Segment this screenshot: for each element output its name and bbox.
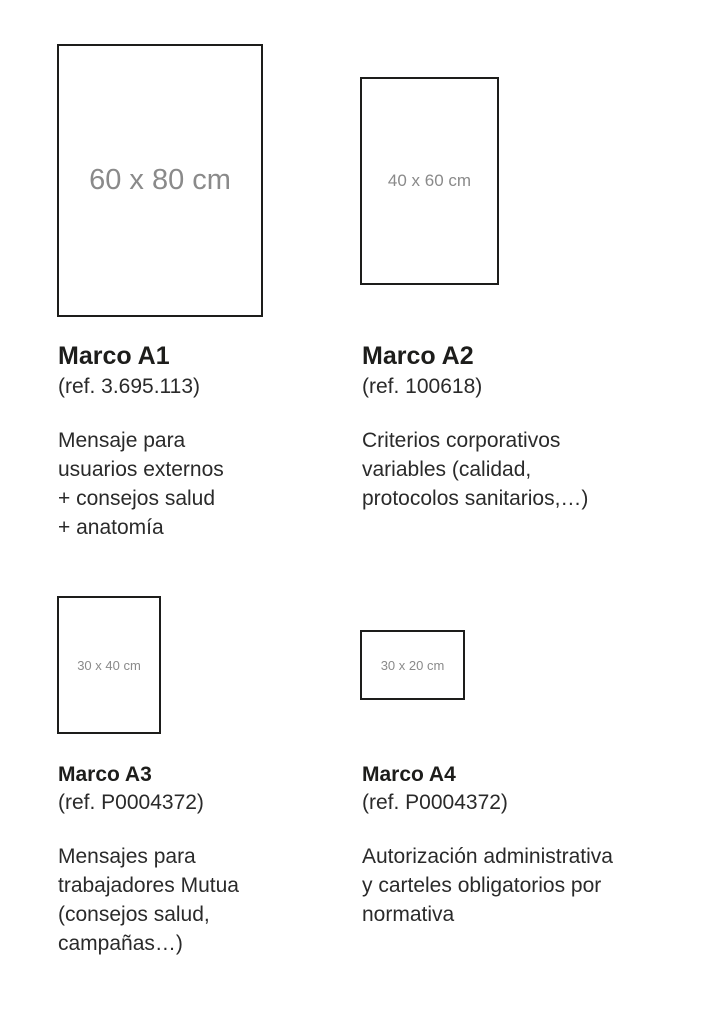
frame-a4-name: Marco A4: [362, 763, 456, 786]
frame-a2-description: [362, 426, 682, 513]
frame-a3-desc-line: Mensajes para: [58, 845, 196, 869]
frame-a1-desc-line: + consejos salud: [58, 487, 216, 511]
frame-a2-desc-line: variables (calidad,: [362, 458, 532, 482]
frame-a1-description: [58, 426, 378, 542]
frame-a3-desc-line: (consejos salud,: [58, 903, 210, 927]
frame-a3-outline: [57, 596, 161, 734]
frame-a4-ref: (ref. P0004372): [362, 791, 508, 815]
frame-a1-outline: [57, 44, 263, 317]
frame-a2-desc-line: Criterios corporativos: [362, 429, 561, 453]
frame-a4-outline: [360, 630, 465, 700]
frame-a4-desc-line: y carteles obligatorios por: [362, 874, 602, 898]
frame-a3-desc-line: campañas…): [58, 932, 183, 956]
frame-a2-desc-line: protocolos sanitarios,…): [362, 487, 589, 511]
frame-a2-size: 40 x 60 cm: [387, 171, 472, 190]
frame-a4-size: 30 x 20 cm: [380, 657, 445, 673]
frame-a1-desc-line: + anatomía: [58, 516, 164, 540]
frame-a2-info: [362, 342, 682, 513]
frame-a2-ref: (ref. 100618): [362, 374, 483, 398]
frame-a1-size: 60 x 80 cm: [89, 164, 231, 196]
frame-a3-ref: (ref. P0004372): [58, 791, 204, 815]
frame-a3-size: 30 x 40 cm: [77, 657, 141, 673]
frame-a1-ref: (ref. 3.695.113): [58, 374, 201, 398]
frame-a1-info: [58, 342, 378, 542]
frame-a3-info: [58, 763, 378, 958]
frame-a4-desc-line: Autorización administrativa: [362, 845, 613, 869]
frame-a1-desc-line: Mensaje para: [58, 429, 186, 453]
frame-a2-name: Marco A2: [362, 342, 474, 370]
frame-a1-name: Marco A1: [58, 342, 170, 370]
frame-a3-description: [58, 842, 378, 958]
frame-a1-desc-line: usuarios externos: [58, 458, 224, 482]
frame-a4-info: [362, 763, 682, 929]
frame-a4-description: [362, 842, 682, 929]
frame-a2-outline: [360, 77, 499, 285]
frame-a4-desc-line: normativa: [362, 903, 455, 927]
frame-a3-desc-line: trabajadores Mutua: [58, 874, 239, 898]
frame-a3-name: Marco A3: [58, 763, 152, 786]
